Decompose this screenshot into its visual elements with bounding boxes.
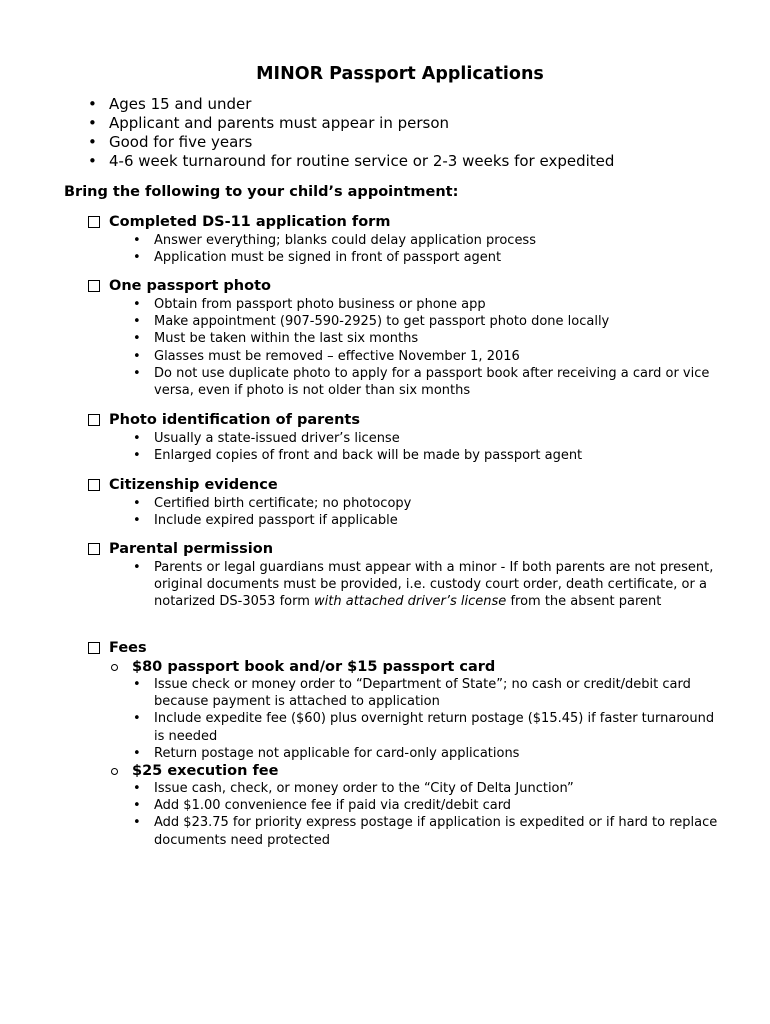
bullet-list — [133, 430, 728, 464]
section-title: Parental permission — [109, 541, 274, 557]
section-citizenship — [88, 476, 728, 529]
bullet-item: • Make appointment (907-590-2925) to get passport photo done locally — [133, 313, 728, 330]
section-fees — [88, 639, 728, 849]
bullet-item: • Issue check or money order to “Department of State”; no cash or credit/debit card because payment is attached to application — [133, 676, 728, 710]
bullet-item: • Obtain from passport photo business or phone app — [133, 296, 728, 313]
section-title: One passport photo — [109, 278, 271, 294]
section-parent-id — [88, 411, 728, 464]
checkbox-icon — [88, 414, 100, 426]
bullet-item: • Enlarged copies of front and back will be made by passport agent — [133, 447, 728, 464]
bullet-item: • Return postage not applicable for card-only applications — [133, 745, 728, 762]
circle-bullet-icon — [111, 768, 118, 775]
checkbox-icon — [88, 216, 100, 228]
permission-text: Parents or legal guardians must appear with a minor - If both parents are not present, original documents must be provided, i.e. custody court order, death certificate, or a notarized DS-3053 form — [154, 560, 714, 610]
fee-execution-title: $25 execution fee — [132, 763, 279, 780]
lead-heading: Bring the following to your child’s appointment: — [64, 184, 459, 200]
section-title: Completed DS-11 application form — [109, 214, 391, 230]
bullet-item: • Include expedite fee ($60) plus overnight return postage ($15.45) if faster turnaround is needed — [133, 710, 728, 744]
intro-item: • Ages 15 and under — [88, 95, 614, 114]
checkbox-icon — [88, 642, 100, 654]
section-title: Citizenship evidence — [109, 477, 278, 493]
bullet-item: • Add $1.00 convenience fee if paid via credit/debit card — [133, 797, 728, 814]
bullet-item: • Issue cash, check, or money order to the “City of Delta Junction” — [133, 780, 728, 797]
bullet-item: • Do not use duplicate photo to apply for a passport book after receiving a card or vice versa, even if photo is not older than six months — [133, 365, 728, 399]
section-title: Fees — [109, 640, 147, 656]
intro-item: • Good for five years — [88, 133, 614, 152]
bullet-item: • Include expired passport if applicable — [133, 512, 728, 529]
section-ds11 — [88, 213, 728, 266]
bullet-item: • Add $23.75 for priority express postage if application is expedited or if hard to replace documents need protected — [133, 814, 728, 848]
fee-subheading — [111, 658, 728, 677]
section-photo — [88, 277, 728, 399]
bullet-list — [133, 559, 728, 611]
bullet-item: • Answer everything; blanks could delay application process — [133, 232, 728, 249]
fee-book-title: $80 passport book and/or $15 passport card — [132, 659, 496, 675]
intro-list — [88, 95, 614, 171]
intro-item: • Applicant and parents must appear in person — [88, 114, 614, 133]
bullet-list — [133, 495, 728, 529]
bullet-item: • Usually a state-issued driver’s license — [133, 430, 728, 447]
checkbox-icon — [88, 479, 100, 491]
page-title: MINOR Passport Applications — [256, 64, 544, 84]
bullet-list — [133, 780, 728, 849]
bullet-item: • Certified birth certificate; no photocopy — [133, 495, 728, 512]
intro-item: • 4-6 week turnaround for routine service or 2-3 weeks for expedited — [88, 152, 614, 171]
permission-text-end: from the absent parent — [506, 594, 662, 610]
bullet-item: • Must be taken within the last six months — [133, 330, 728, 347]
fee-subheading — [111, 762, 728, 781]
bullet-item — [133, 559, 728, 611]
circle-bullet-icon — [111, 664, 118, 671]
permission-italic-text: with attached driver’s license — [314, 594, 507, 610]
bullet-list — [133, 232, 728, 266]
checkbox-icon — [88, 543, 100, 555]
bullet-list — [133, 296, 728, 399]
checkbox-icon — [88, 280, 100, 292]
section-permission — [88, 540, 728, 611]
section-title: Photo identification of parents — [109, 412, 360, 428]
bullet-item: • Application must be signed in front of passport agent — [133, 249, 728, 266]
bullet-list — [133, 676, 728, 762]
bullet-item: • Glasses must be removed – effective November 1, 2016 — [133, 348, 728, 365]
